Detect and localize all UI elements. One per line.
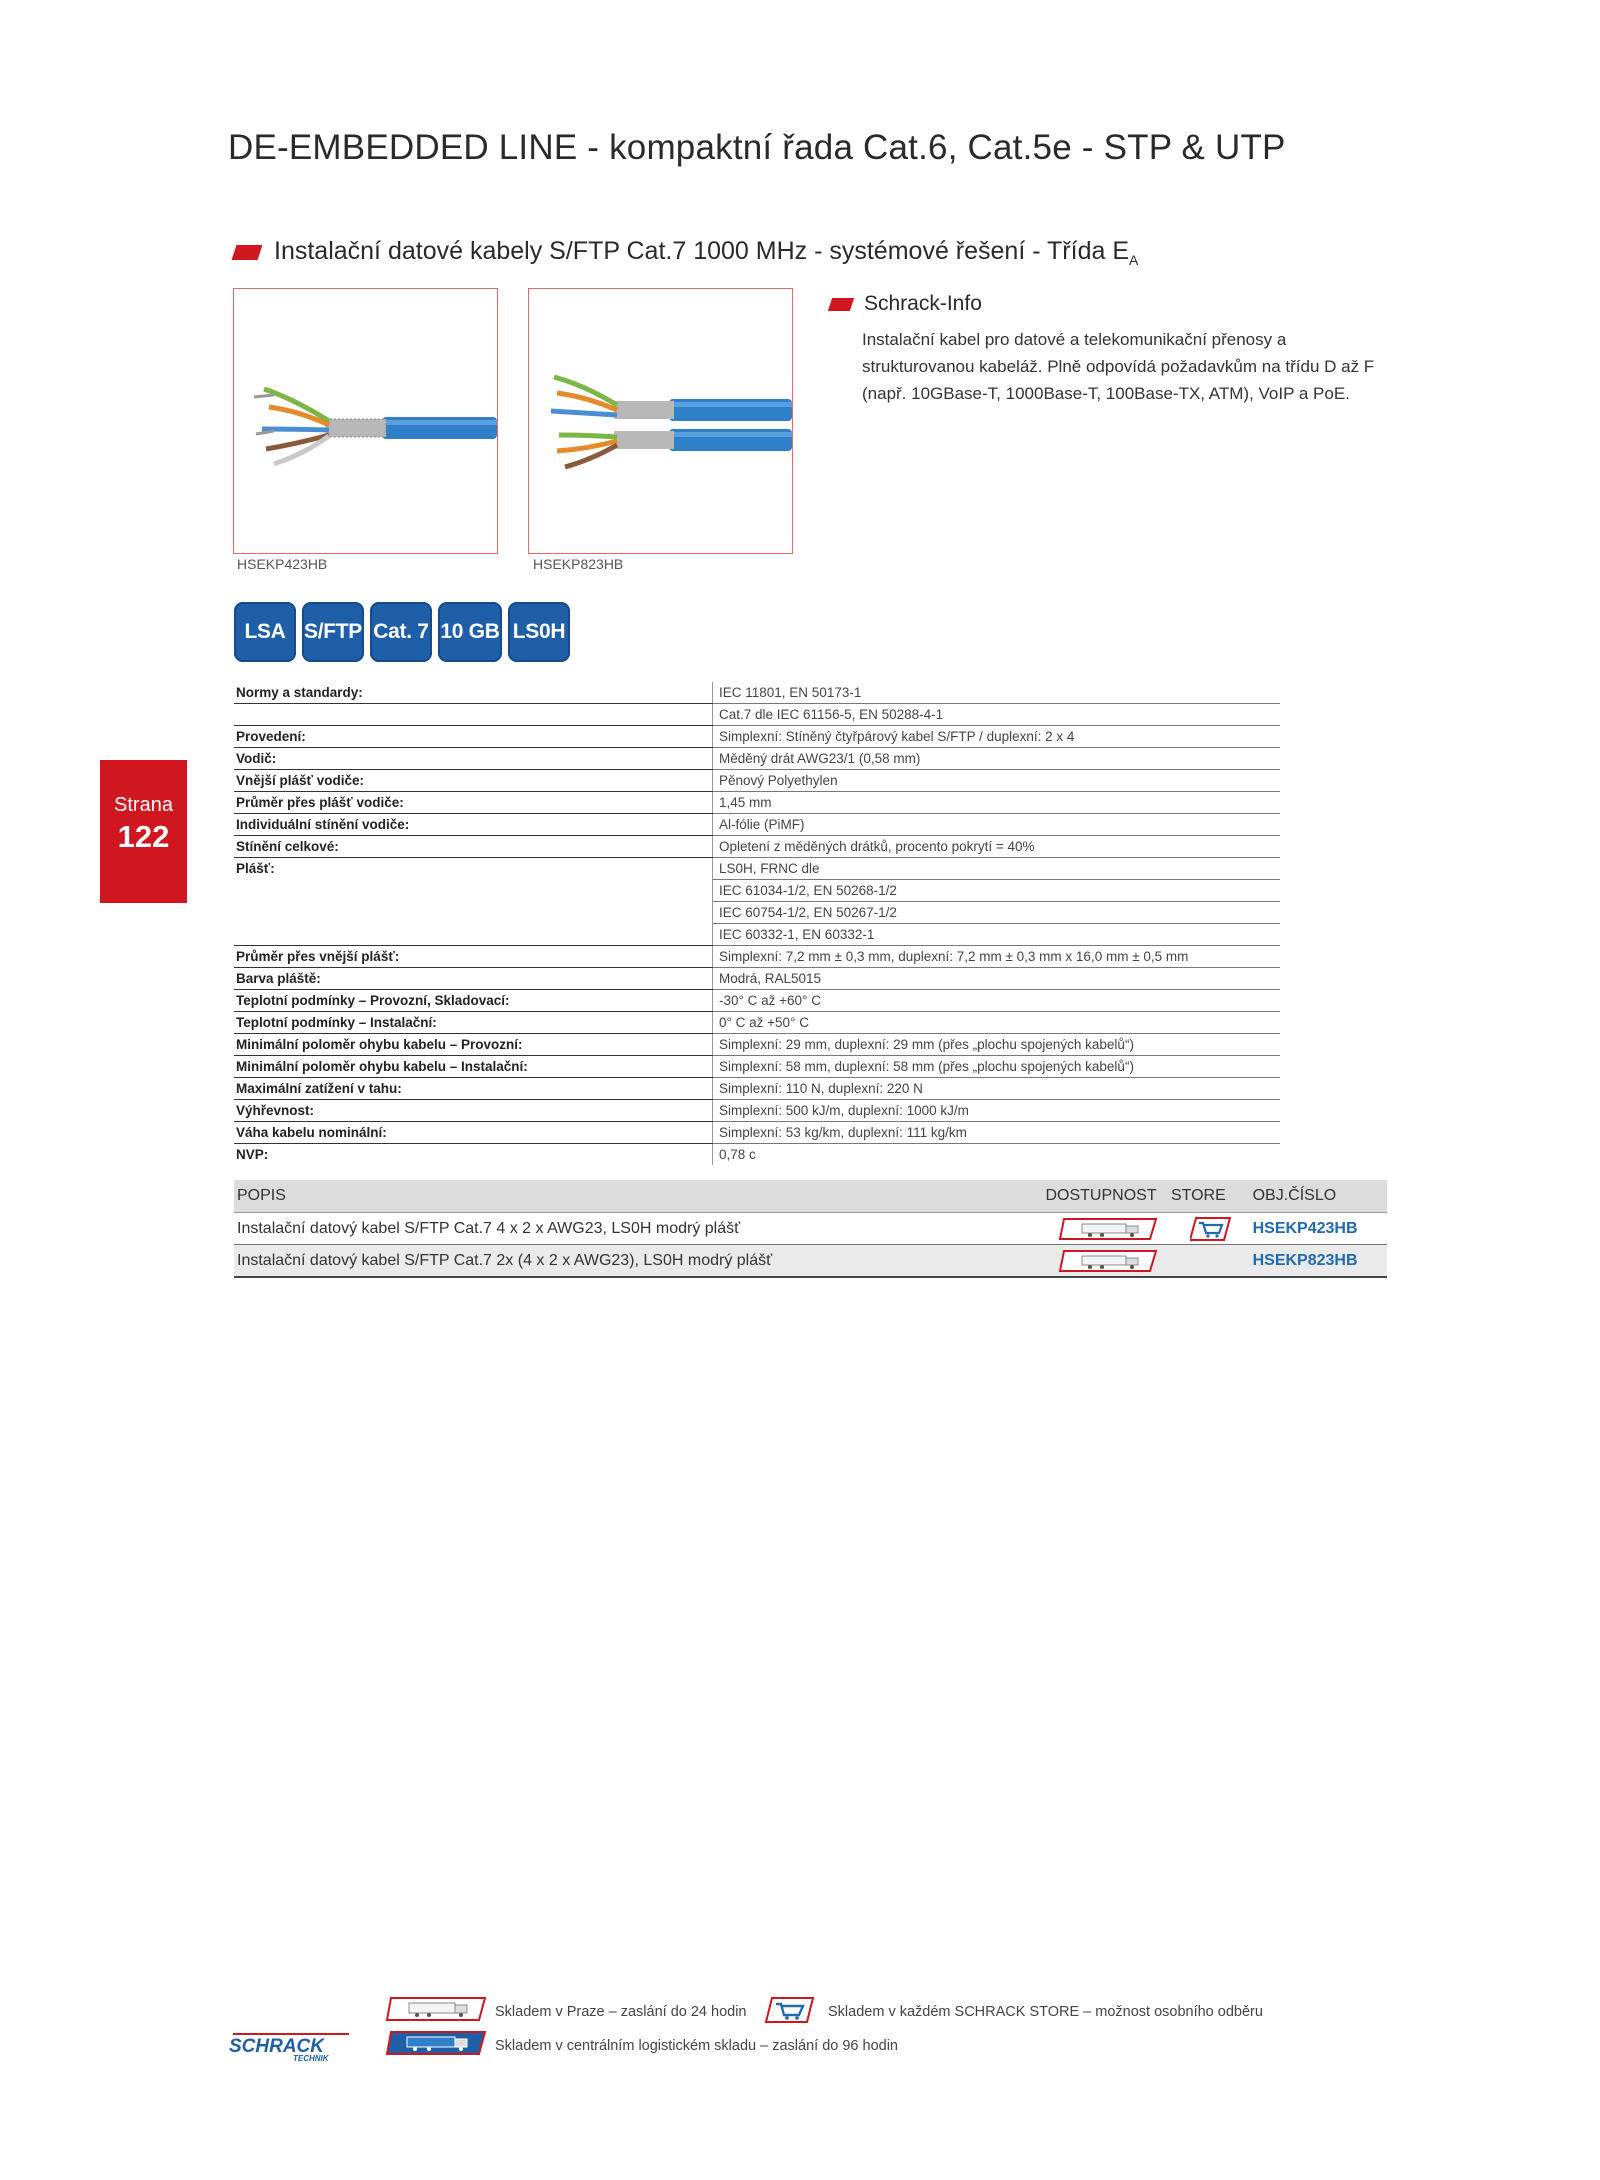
page-title: DE-EMBEDDED LINE - kompaktní řada Cat.6, Cat.5e - STP & UTP [228, 128, 1286, 167]
header-desc: POPIS [237, 1187, 286, 1204]
badge-sftp: S/FTP [302, 602, 364, 662]
spec-key: Minimální poloměr ohybu kabelu – Instalační: [234, 1056, 713, 1078]
spec-key: Vnější plášť vodiče: [234, 770, 713, 792]
spec-row [234, 1100, 1280, 1122]
specs-table [234, 682, 1280, 1165]
white-truck-icon [385, 1996, 487, 2027]
spec-row [234, 924, 1280, 946]
cable-photo-duplex [528, 288, 793, 554]
spec-key: Průměr přes plášť vodiče: [234, 792, 713, 814]
spec-row [234, 682, 1280, 704]
spec-key: Stínění celkové: [234, 836, 713, 858]
spec-value: Cat.7 dle IEC 61156-5, EN 50288-4-1 [713, 704, 1281, 726]
header-store: STORE [1170, 1187, 1226, 1204]
spec-value: Al-fólie (PiMF) [713, 814, 1281, 836]
part-number: HSEKP423HB [1252, 1219, 1358, 1237]
spec-row [234, 1056, 1280, 1078]
spec-row [234, 858, 1280, 880]
table-row[interactable] [234, 1245, 1387, 1278]
spec-value: Simplexní: 58 mm, duplexní: 58 mm (přes „plochu spojených kabelů“) [713, 1056, 1281, 1078]
logo-sub-text: TECHNIK [293, 2054, 329, 2063]
spec-key: Minimální poloměr ohybu kabelu – Provozní: [234, 1034, 713, 1056]
white-truck-icon [1058, 1217, 1158, 1241]
spec-key: Váha kabelu nominální: [234, 1122, 713, 1144]
spec-row [234, 1144, 1280, 1166]
availability-cell [1045, 1249, 1170, 1273]
spec-key [234, 902, 713, 924]
photo-caption: HSEKP823HB [533, 556, 624, 572]
spec-row [234, 968, 1280, 990]
spec-value: Opletení z měděných drátků, procento pokrytí = 40% [713, 836, 1281, 858]
availability-cell [1045, 1217, 1170, 1241]
spec-key: Teplotní podmínky – Provozní, Skladovací: [234, 990, 713, 1012]
shopping-cart-icon [765, 1996, 815, 2029]
spec-key: Výhřevnost: [234, 1100, 713, 1122]
spec-row [234, 990, 1280, 1012]
spec-value: 1,45 mm [713, 792, 1281, 814]
red-bullet-icon [232, 245, 263, 260]
spec-row [234, 1122, 1280, 1144]
info-text: Instalační kabel pro datové a telekomunikační přenosy a strukturovanou kabeláž. Plně odpovídá požadavkům na třídu D až F (např. 10GBase-T, 1000Base-T, 100Base-TX, ATM), VoIP a PoE. [862, 330, 1375, 403]
spec-value: IEC 60754-1/2, EN 50267-1/2 [713, 902, 1281, 924]
product-description: Instalační datový kabel S/FTP Cat.7 4 x 2 x AWG23, LS0H modrý plášť [237, 1219, 741, 1237]
spec-value: Simplexní: 7,2 mm ± 0,3 mm, duplexní: 7,2 mm ± 0,3 mm x 16,0 mm ± 0,5 mm [713, 946, 1281, 968]
spec-value: LS0H, FRNC dle [713, 858, 1281, 880]
spec-row [234, 1012, 1280, 1034]
badge-ls0h: LS0H [508, 602, 570, 662]
spec-key: Průměr přes vnější plášť: [234, 946, 713, 968]
spec-value: Měděný drát AWG23/1 (0,58 mm) [713, 748, 1281, 770]
spec-row [234, 792, 1280, 814]
photo-caption: HSEKP423HB [237, 556, 328, 572]
spec-key: Maximální zatížení v tahu: [234, 1078, 713, 1100]
table-row[interactable] [234, 1213, 1387, 1245]
legend-central: Skladem v centrálním logistickém skladu – zaslání do 96 hodin [495, 2038, 898, 2054]
spec-key [234, 704, 713, 726]
spec-value: Simplexní: 29 mm, duplexní: 29 mm (přes „plochu spojených kabelů“) [713, 1034, 1281, 1056]
header-avail: DOSTUPNOST [1045, 1187, 1157, 1204]
feature-badges [234, 602, 570, 662]
spec-row [234, 704, 1280, 726]
spec-value: 0° C až +50° C [713, 1012, 1281, 1034]
product-description: Instalační datový kabel S/FTP Cat.7 2x (4 x 2 x AWG23), LS0H modrý plášť [237, 1251, 773, 1269]
spec-key [234, 924, 713, 946]
spec-row [234, 814, 1280, 836]
shopping-cart-icon [1190, 1216, 1232, 1242]
spec-value: Modrá, RAL5015 [713, 968, 1281, 990]
spec-row [234, 836, 1280, 858]
section-title [234, 237, 1138, 268]
product-table [234, 1180, 1387, 1278]
spec-key: Barva pláště: [234, 968, 713, 990]
spec-value: Simplexní: Stíněný čtyřpárový kabel S/FTP / duplexní: 2 x 4 [713, 726, 1281, 748]
product-table-header [234, 1180, 1387, 1213]
info-title-text: Schrack-Info [864, 292, 982, 315]
blue-truck-icon [385, 2030, 487, 2061]
spec-value: -30° C až +60° C [713, 990, 1281, 1012]
spec-row [234, 748, 1280, 770]
legend-prague: Skladem v Praze – zaslání do 24 hodin [495, 2004, 747, 2020]
white-truck-icon [1058, 1249, 1158, 1273]
spec-key: NVP: [234, 1144, 713, 1166]
cable-photo-simplex [233, 288, 498, 554]
page-number-tab [100, 760, 187, 903]
section-title-text: Instalační datové kabely S/FTP Cat.7 1000 MHz - systémové řešení - Třída $E_A$ [274, 237, 1139, 268]
schrack-logo [225, 2030, 350, 2069]
spec-row [234, 726, 1280, 748]
spec-row [234, 1034, 1280, 1056]
info-title [830, 292, 982, 316]
badge-10gb: 10 GB [438, 602, 502, 662]
spec-row [234, 770, 1280, 792]
page-label: Strana [114, 794, 173, 816]
part-number: HSEKP823HB [1252, 1251, 1358, 1269]
spec-key: Provedení: [234, 726, 713, 748]
spec-key: Individuální stínění vodiče: [234, 814, 713, 836]
spec-key [234, 880, 713, 902]
legend-store: Skladem v každém SCHRACK STORE – možnost osobního odběru [828, 2004, 1263, 2020]
spec-row [234, 1078, 1280, 1100]
spec-value: IEC 60332-1, EN 60332-1 [713, 924, 1281, 946]
page-number: 122 [117, 819, 170, 854]
spec-value: Simplexní: 110 N, duplexní: 220 N [713, 1078, 1281, 1100]
spec-row [234, 902, 1280, 924]
spec-value: Pěnový Polyethylen [713, 770, 1281, 792]
spec-key: Normy a standardy: [234, 682, 713, 704]
spec-value: IEC 11801, EN 50173-1 [713, 682, 1281, 704]
spec-key: Vodič: [234, 748, 713, 770]
red-bullet-icon [828, 298, 854, 311]
spec-key: Plášť: [234, 858, 713, 880]
store-cell [1171, 1216, 1251, 1242]
logo-brand-text: SCHRACK [229, 2036, 324, 2057]
spec-value: IEC 61034-1/2, EN 50268-1/2 [713, 880, 1281, 902]
badge-cat7: Cat. 7 [370, 602, 432, 662]
badge-lsa: LSA [234, 602, 296, 662]
spec-value: Simplexní: 53 kg/km, duplexní: 111 kg/km [713, 1122, 1281, 1144]
spec-key: Teplotní podmínky – Instalační: [234, 1012, 713, 1034]
spec-value: Simplexní: 500 kJ/m, duplexní: 1000 kJ/m [713, 1100, 1281, 1122]
spec-row [234, 946, 1280, 968]
header-part-number: OBJ.ČÍSLO [1252, 1187, 1337, 1204]
spec-row [234, 880, 1280, 902]
spec-value: 0,78 c [719, 1147, 756, 1162]
